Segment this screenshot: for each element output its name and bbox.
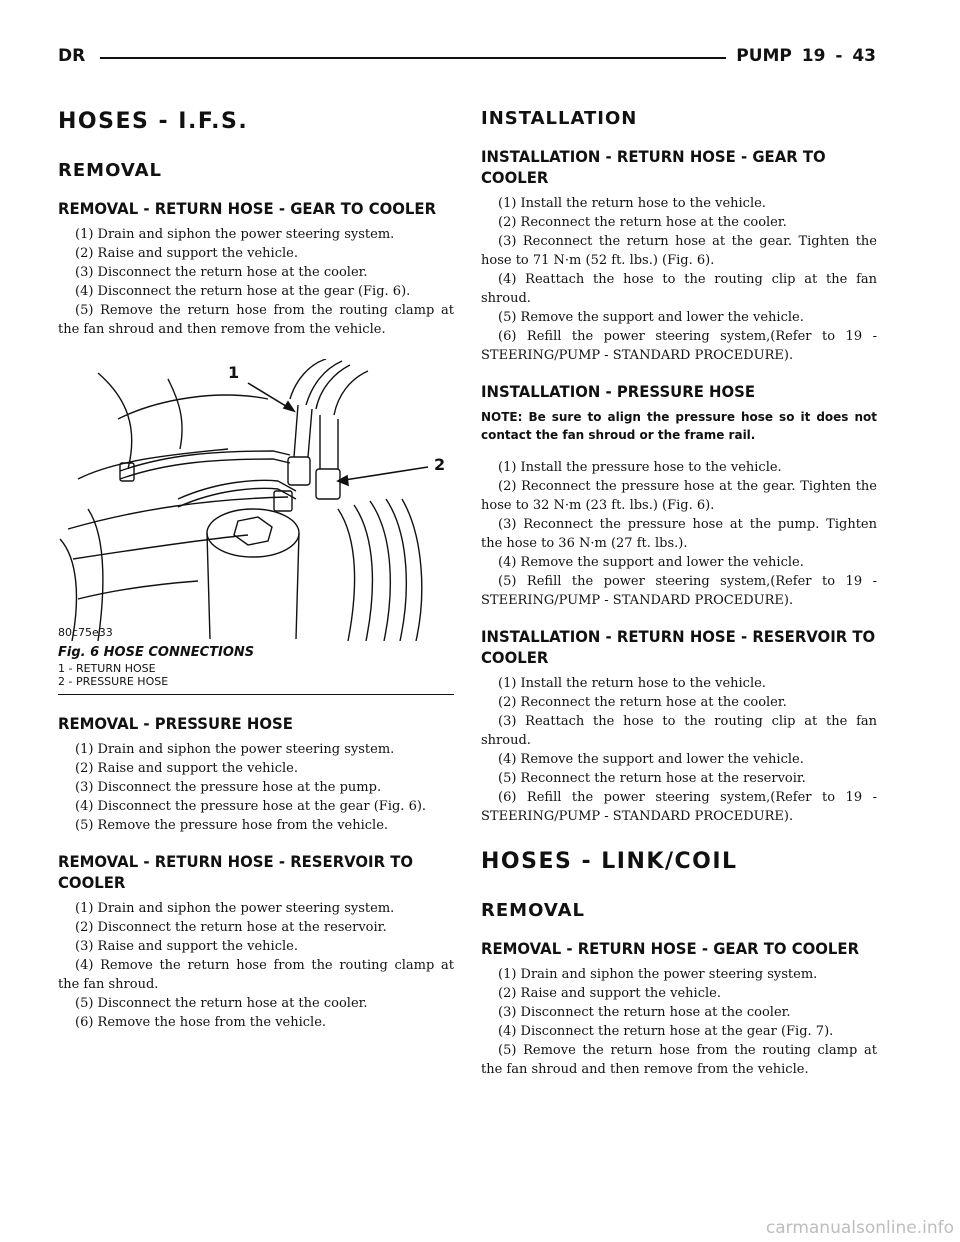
step: (5) Remove the return hose from the routing clamp at the fan shroud and then remove from the vehicle. <box>481 1043 877 1077</box>
heading-installation: INSTALLATION <box>481 108 638 129</box>
step: (4) Remove the return hose from the routing clamp at the fan shroud. <box>58 958 454 992</box>
step: (5) Reconnect the return hose at the reservoir. <box>498 771 806 786</box>
step: (5) Refill the power steering system,(Refer to 19 - STEERING/PUMP - STANDARD PROCEDURE). <box>481 574 877 608</box>
procedure-return-hose-gear-to-cooler-removal-link-coil <box>481 938 877 1079</box>
procedure-title: REMOVAL - PRESSURE HOSE <box>58 714 293 733</box>
hose-connections-illustration <box>58 359 454 641</box>
procedure-title: INSTALLATION - PRESSURE HOSE <box>481 382 756 401</box>
header-section-page: PUMP 19 - 43 <box>736 46 876 66</box>
step: (5) Remove the pressure hose from the vehicle. <box>75 818 389 833</box>
step: (5) Disconnect the return hose at the cooler. <box>75 996 368 1011</box>
legend-item: 2 - PRESSURE HOSE <box>58 675 169 688</box>
procedure-return-hose-reservoir-to-cooler-removal <box>58 851 454 1032</box>
step: (4) Disconnect the return hose at the gear (Fig. 7). <box>498 1024 834 1039</box>
procedure-title: REMOVAL - RETURN HOSE - RESERVOIR TO COOLER <box>58 852 414 892</box>
section-title-hoses-link-coil: HOSES - LINK/COIL <box>481 849 738 874</box>
figure-rule <box>58 694 454 695</box>
step: (3) Reattach the hose to the routing clip at the fan shroud. <box>481 714 877 748</box>
header-model: DR <box>58 46 86 66</box>
header-rule <box>100 57 726 59</box>
figure-legend <box>58 662 454 688</box>
procedure-title: REMOVAL - RETURN HOSE - GEAR TO COOLER <box>58 199 437 218</box>
step: (1) Drain and siphon the power steering system. <box>75 742 395 757</box>
step: (3) Reconnect the pressure hose at the pump. Tighten the hose to 36 N·m (27 ft. lbs.). <box>481 517 877 551</box>
step: (5) Remove the support and lower the vehicle. <box>498 310 804 325</box>
step: (2) Raise and support the vehicle. <box>75 246 298 261</box>
step: (1) Drain and siphon the power steering system. <box>75 227 395 242</box>
step: (1) Drain and siphon the power steering system. <box>498 967 818 982</box>
procedure-title: INSTALLATION - RETURN HOSE - RESERVOIR TO COOLER <box>481 627 876 667</box>
page-header <box>58 46 876 70</box>
step: (6) Remove the hose from the vehicle. <box>75 1015 327 1030</box>
section-title-hoses-ifs: HOSES - I.F.S. <box>58 109 249 134</box>
step: (4) Disconnect the pressure hose at the gear (Fig. 6). <box>75 799 427 814</box>
step: (4) Remove the support and lower the vehicle. <box>498 752 804 767</box>
figure-caption: Fig. 6 HOSE CONNECTIONS <box>58 645 255 660</box>
step: (2) Reconnect the pressure hose at the gear. Tighten the hose to 32 N·m (23 ft. lbs.) (Fig. 6). <box>481 479 877 513</box>
step: (1) Install the return hose to the vehicle. <box>498 676 766 691</box>
procedure-return-hose-gear-to-cooler-removal <box>58 198 454 339</box>
step: (2) Raise and support the vehicle. <box>498 986 721 1001</box>
step: (3) Disconnect the pressure hose at the pump. <box>75 780 382 795</box>
step: (3) Raise and support the vehicle. <box>75 939 298 954</box>
procedure-return-hose-reservoir-to-cooler-installation <box>481 626 877 826</box>
step: (1) Drain and siphon the power steering system. <box>75 901 395 916</box>
procedure-title: REMOVAL - RETURN HOSE - GEAR TO COOLER <box>481 939 860 958</box>
step: (4) Disconnect the return hose at the gear (Fig. 6). <box>75 284 411 299</box>
step: (4) Remove the support and lower the vehicle. <box>498 555 804 570</box>
procedure-return-hose-gear-to-cooler-installation <box>481 146 877 365</box>
step: (2) Reconnect the return hose at the cooler. <box>498 695 787 710</box>
callout-1: 1 <box>228 363 240 382</box>
figure-id: 80c75e33 <box>58 626 113 639</box>
step: (3) Disconnect the return hose at the cooler. <box>498 1005 791 1020</box>
step: (3) Reconnect the return hose at the gear. Tighten the hose to 71 N·m (52 ft. lbs.) (Fig. 6). <box>481 234 877 268</box>
step: (4) Reattach the hose to the routing clip at the fan shroud. <box>481 272 877 306</box>
step: (1) Install the pressure hose to the vehicle. <box>498 460 782 475</box>
step: (3) Disconnect the return hose at the cooler. <box>75 265 368 280</box>
step: (1) Install the return hose to the vehicle. <box>498 196 766 211</box>
step: (2) Raise and support the vehicle. <box>75 761 298 776</box>
step: (5) Remove the return hose from the routing clamp at the fan shroud and then remove from the vehicle. <box>58 303 454 337</box>
heading-removal: REMOVAL <box>58 160 162 181</box>
watermark: carmanualsonline.info <box>765 1218 954 1238</box>
legend-item: 1 - RETURN HOSE <box>58 662 156 675</box>
procedure-title: INSTALLATION - RETURN HOSE - GEAR TO COOLER <box>481 147 826 187</box>
note: NOTE: Be sure to align the pressure hose so it does not contact the fan shroud or the frame rail. <box>481 410 877 442</box>
left-column <box>58 108 454 1048</box>
procedure-pressure-hose-installation <box>481 381 877 610</box>
step: (6) Refill the power steering system,(Refer to 19 - STEERING/PUMP - STANDARD PROCEDURE). <box>481 329 877 363</box>
callout-2: 2 <box>434 455 446 474</box>
step: (2) Reconnect the return hose at the cooler. <box>498 215 787 230</box>
step: (2) Disconnect the return hose at the reservoir. <box>75 920 387 935</box>
step: (6) Refill the power steering system,(Refer to 19 - STEERING/PUMP - STANDARD PROCEDURE). <box>481 790 877 824</box>
right-column <box>481 108 877 1095</box>
procedure-pressure-hose-removal <box>58 713 454 835</box>
heading-removal: REMOVAL <box>481 900 585 921</box>
figure-hose-connections <box>58 359 454 641</box>
